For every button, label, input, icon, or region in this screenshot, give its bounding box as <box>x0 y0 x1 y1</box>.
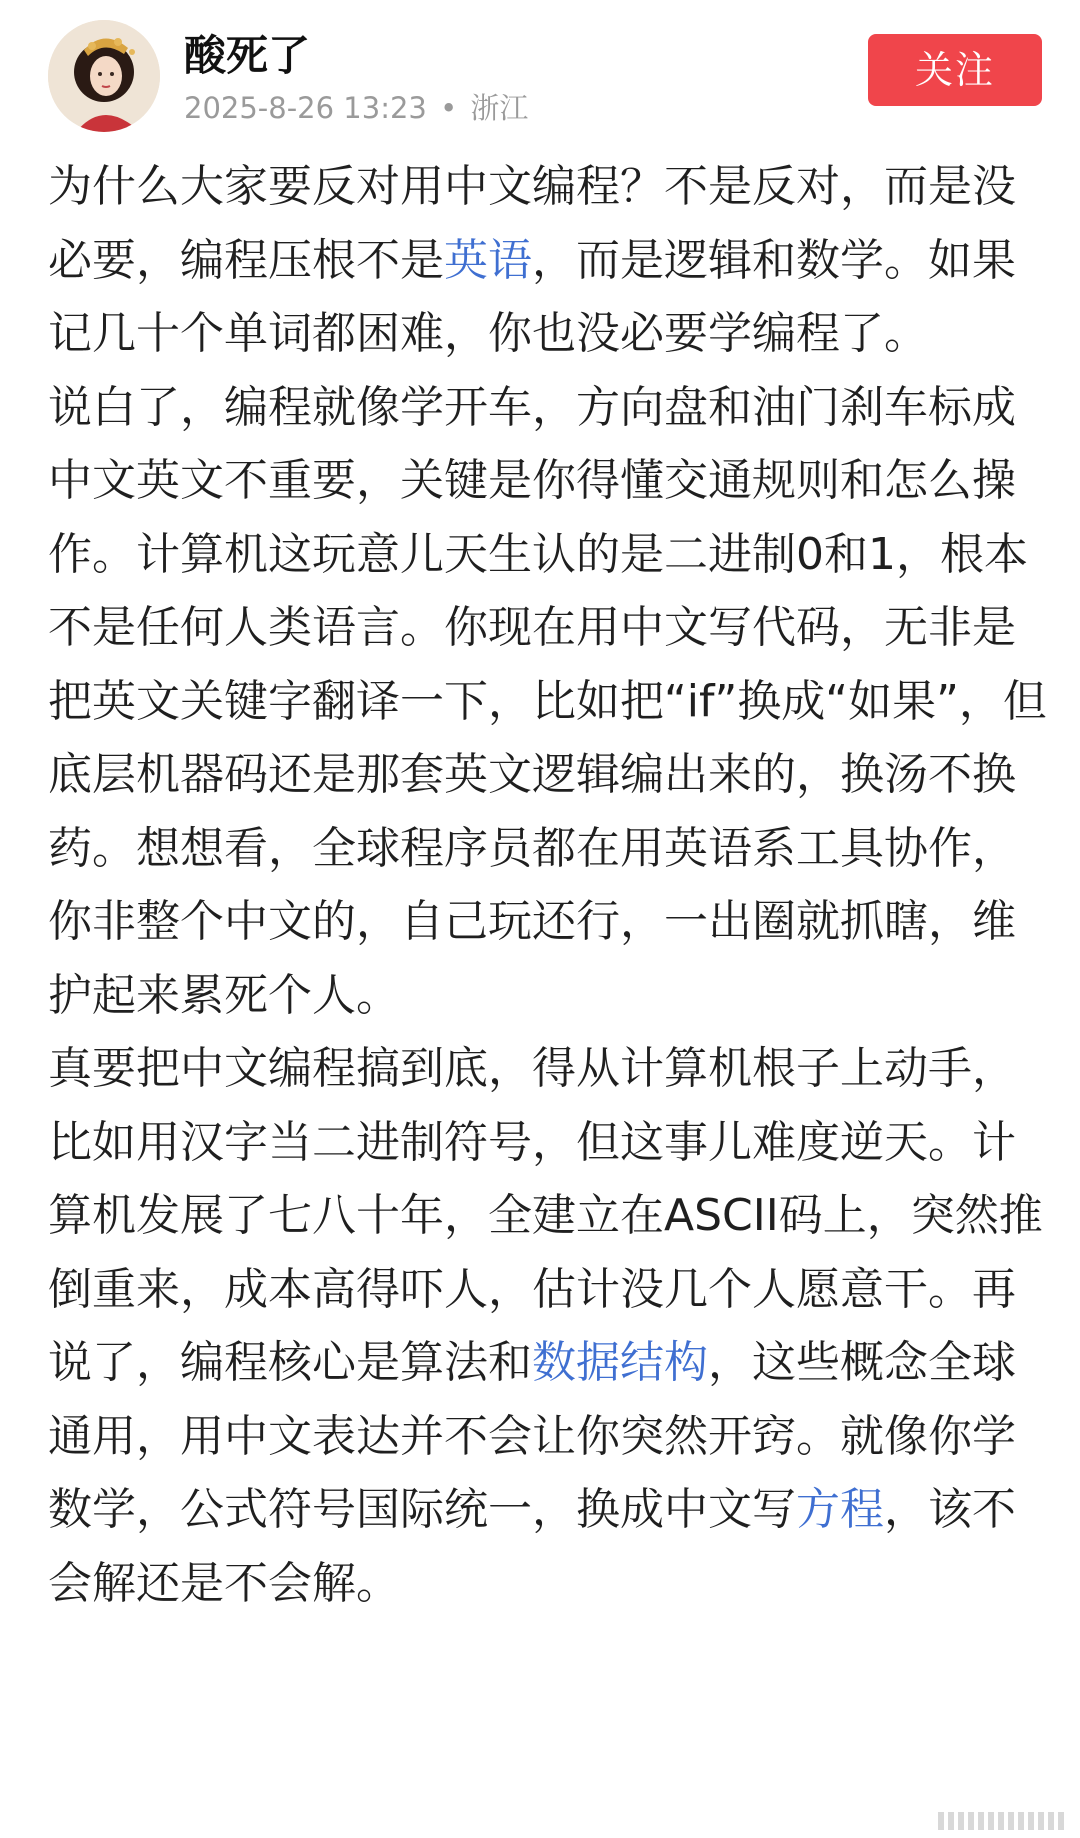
post-date: 2025-8-26 13:23 <box>184 91 427 125</box>
post-location: 浙江 <box>470 91 529 125</box>
post-body <box>48 150 1048 1620</box>
post-meta <box>184 88 528 128</box>
follow-button[interactable]: 关注 <box>868 34 1042 106</box>
post-header <box>0 0 1080 140</box>
corner-watermark <box>936 1810 1076 1832</box>
author-name[interactable]: 酸死了 <box>184 31 311 80</box>
paragraph-3 <box>48 1032 1048 1620</box>
author-avatar[interactable] <box>48 20 160 132</box>
link-english[interactable]: 英语 <box>444 234 532 286</box>
paragraph-1-text-end: ，而是逻辑和数学。如果记几十个单词都困难，你也没必要学编程了。 <box>48 234 1016 359</box>
paragraph-3-text-end: ，该不会解还是不会解。 <box>48 1484 1016 1609</box>
paragraph-1 <box>48 150 1048 371</box>
paragraph-3-text-middle: ，这些概念全球通用，用中文表达并不会让你突然开窍。就像你学数学，公式符号国际统一，换成中文写 <box>48 1337 1016 1535</box>
paragraph-1-text-start: 为什么大家要反对用中文编程？不是反对，而是没必要，编程压根不是 <box>48 161 1016 286</box>
avatar-portrait-icon <box>48 20 160 132</box>
paragraph-3-text-start: 真要把中文编程搞到底，得从计算机根子上动手，比如用汉字当二进制符号，但这事儿难度逆天。计算机发展了七八十年，全建立在ASCII码上，突然推倒重来，成本高得吓人，估计没几个人愿意干。再说了，编程核心是算法和 <box>48 1043 1043 1388</box>
paragraph-2: 说白了，编程就像学开车，方向盘和油门刹车标成中文英文不重要，关键是你得懂交通规则和怎么操作。计算机这玩意儿天生认的是二进制0和1，根本不是任何人类语言。你现在用中文写代码，无非是把英文关键字翻译一下，比如把“if”换成“如果”，但底层机器码还是那套英文逻辑编出来的，换汤不换药。想想看，全球程序员都在用英语系工具协作，你非整个中文的，自己玩还行，一出圈就抓瞎，维护起来累死个人。 <box>48 381 1047 1021</box>
meta-separator: • <box>440 91 458 125</box>
link-equation[interactable]: 方程 <box>796 1484 884 1535</box>
link-data-structure[interactable]: 数据结构 <box>532 1337 708 1388</box>
watermark-pattern-icon <box>936 1810 1076 1832</box>
